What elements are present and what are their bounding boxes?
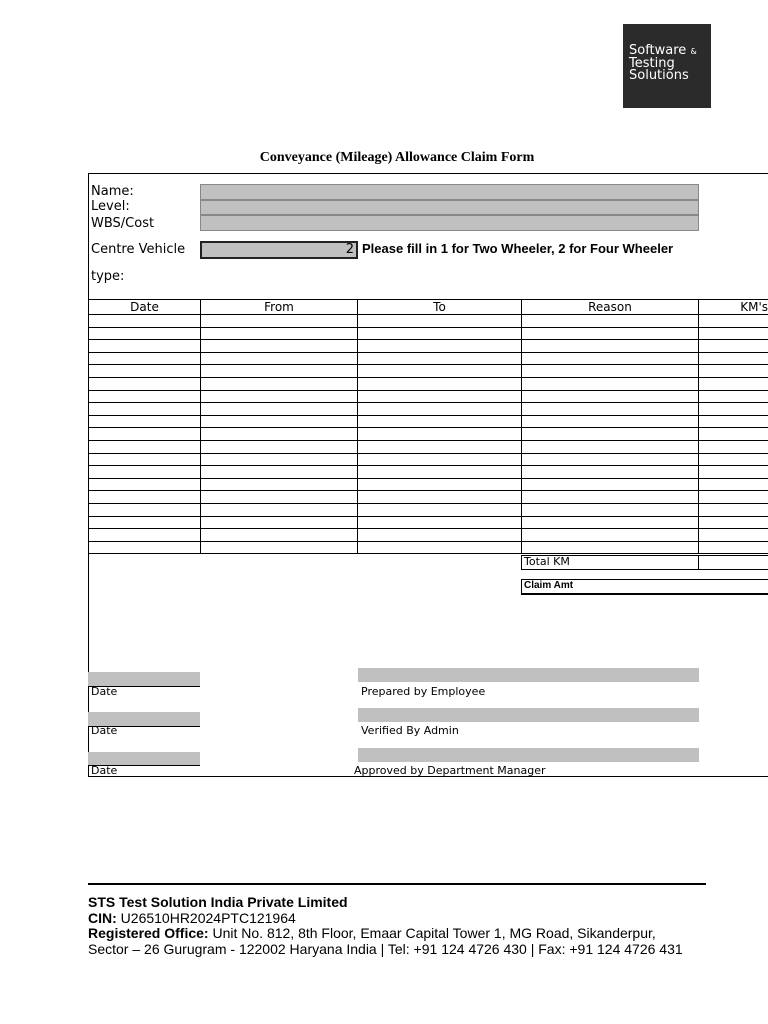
cell-to[interactable]	[358, 428, 522, 441]
cell-date[interactable]	[89, 453, 201, 466]
cell-kms[interactable]	[699, 466, 768, 479]
cell-kms[interactable]	[699, 428, 768, 441]
header-kms: KM's	[699, 300, 768, 315]
cell-to[interactable]	[358, 440, 522, 453]
table-row	[89, 415, 768, 428]
cell-kms[interactable]	[699, 453, 768, 466]
cell-from[interactable]	[201, 352, 358, 365]
date-field-1[interactable]	[88, 672, 200, 686]
cell-to[interactable]	[358, 516, 522, 529]
footer-divider	[88, 883, 706, 885]
cell-date[interactable]	[89, 529, 201, 542]
cell-from[interactable]	[201, 403, 358, 416]
footer-cin-label: CIN:	[88, 909, 117, 926]
table-row	[89, 403, 768, 416]
table-row	[89, 327, 768, 340]
total-km-value-cell[interactable]	[698, 556, 768, 569]
cell-to[interactable]	[358, 491, 522, 504]
cell-reason[interactable]	[522, 541, 699, 554]
cell-date[interactable]	[89, 491, 201, 504]
wbs-field[interactable]	[200, 215, 699, 231]
cell-from[interactable]	[201, 491, 358, 504]
cell-date[interactable]	[89, 440, 201, 453]
table-row	[89, 478, 768, 491]
cell-from[interactable]	[201, 516, 358, 529]
cell-from[interactable]	[201, 377, 358, 390]
cell-reason[interactable]	[522, 466, 699, 479]
cell-to[interactable]	[358, 340, 522, 353]
table-row	[89, 440, 768, 453]
cell-kms[interactable]	[699, 403, 768, 416]
table-row	[89, 377, 768, 390]
cell-reason[interactable]	[522, 327, 699, 340]
table-row	[89, 390, 768, 403]
table-row	[89, 340, 768, 353]
cell-date[interactable]	[89, 390, 201, 403]
cell-to[interactable]	[358, 365, 522, 378]
cell-kms[interactable]	[699, 315, 768, 328]
cell-to[interactable]	[358, 390, 522, 403]
cell-kms[interactable]	[699, 377, 768, 390]
cell-kms[interactable]	[699, 516, 768, 529]
level-field[interactable]	[200, 200, 699, 215]
footer-company-name: STS Test Solution India Private Limited	[88, 894, 348, 910]
cell-reason[interactable]	[522, 315, 699, 328]
cell-kms[interactable]	[699, 415, 768, 428]
cell-reason[interactable]	[522, 453, 699, 466]
mileage-table	[88, 299, 768, 554]
cell-reason[interactable]	[522, 365, 699, 378]
cell-reason[interactable]	[522, 377, 699, 390]
logo-line-3: Solutions	[629, 68, 689, 83]
cell-date[interactable]	[89, 466, 201, 479]
cell-to[interactable]	[358, 541, 522, 554]
cell-date[interactable]	[89, 365, 201, 378]
cell-date[interactable]	[89, 315, 201, 328]
cell-date[interactable]	[89, 377, 201, 390]
cell-kms[interactable]	[699, 503, 768, 516]
table-row	[89, 453, 768, 466]
company-logo	[623, 24, 711, 108]
cell-date[interactable]	[89, 428, 201, 441]
cell-from[interactable]	[201, 541, 358, 554]
cell-from[interactable]	[201, 440, 358, 453]
logo-line-1: Software	[629, 43, 687, 58]
cell-kms[interactable]	[699, 478, 768, 491]
vehicle-type-note: Please fill in 1 for Two Wheeler, 2 for Four Wheeler	[362, 241, 674, 256]
cell-reason[interactable]	[522, 529, 699, 542]
table-row	[89, 315, 768, 328]
cell-kms[interactable]	[699, 390, 768, 403]
cell-kms[interactable]	[699, 529, 768, 542]
table-row	[89, 466, 768, 479]
cell-from[interactable]	[201, 340, 358, 353]
cell-from[interactable]	[201, 529, 358, 542]
cell-date[interactable]	[89, 327, 201, 340]
employee-signature-field[interactable]	[358, 668, 699, 682]
form-title: Conveyance (Mileage) Allowance Claim Form	[259, 150, 535, 165]
cell-to[interactable]	[358, 478, 522, 491]
cell-from[interactable]	[201, 415, 358, 428]
name-label: Name:	[91, 184, 134, 199]
approved-by-manager-label: Approved by Department Manager	[354, 764, 546, 777]
name-field[interactable]	[200, 184, 699, 200]
header-to: To	[358, 300, 522, 315]
logo-ampersand: &	[690, 47, 697, 56]
cell-from[interactable]	[201, 315, 358, 328]
date-label-2: Date	[91, 724, 118, 737]
cell-to[interactable]	[358, 453, 522, 466]
cell-from[interactable]	[201, 478, 358, 491]
cell-to[interactable]	[358, 352, 522, 365]
header-reason: Reason	[522, 300, 699, 315]
cell-reason[interactable]	[522, 516, 699, 529]
cell-reason[interactable]	[522, 403, 699, 416]
cell-kms[interactable]	[699, 352, 768, 365]
cell-to[interactable]	[358, 466, 522, 479]
level-label: Level:	[91, 199, 130, 214]
cell-date[interactable]	[89, 352, 201, 365]
cell-reason[interactable]	[522, 415, 699, 428]
cell-from[interactable]	[201, 327, 358, 340]
table-row	[89, 516, 768, 529]
cell-date[interactable]	[89, 516, 201, 529]
table-row	[89, 491, 768, 504]
cell-kms[interactable]	[699, 365, 768, 378]
cell-to[interactable]	[358, 327, 522, 340]
cell-from[interactable]	[201, 390, 358, 403]
date-label-3: Date	[91, 764, 118, 777]
cell-reason[interactable]	[522, 390, 699, 403]
wbs-label: WBS/Cost	[91, 216, 155, 231]
cell-date[interactable]	[89, 415, 201, 428]
cell-to[interactable]	[358, 415, 522, 428]
cell-date[interactable]	[89, 541, 201, 554]
prepared-by-employee-label: Prepared by Employee	[361, 685, 486, 698]
cell-to[interactable]	[358, 403, 522, 416]
cell-from[interactable]	[201, 428, 358, 441]
header-from: From	[201, 300, 358, 315]
table-row	[89, 541, 768, 554]
header-date: Date	[89, 300, 201, 315]
cell-reason[interactable]	[522, 478, 699, 491]
total-km-row	[521, 555, 768, 570]
date-label-1: Date	[91, 685, 118, 698]
cell-kms[interactable]	[699, 340, 768, 353]
cell-from[interactable]	[201, 466, 358, 479]
table-row	[89, 428, 768, 441]
cell-kms[interactable]	[699, 440, 768, 453]
cell-reason[interactable]	[522, 440, 699, 453]
footer-office-label: Registered Office:	[88, 925, 209, 941]
verified-by-admin-label: Verified By Admin	[361, 724, 459, 737]
logo-line-2: Testing	[629, 56, 675, 71]
cell-kms[interactable]	[699, 541, 768, 554]
cell-to[interactable]	[358, 503, 522, 516]
cell-date[interactable]	[89, 478, 201, 491]
cell-kms[interactable]	[699, 327, 768, 340]
cell-date[interactable]	[89, 403, 201, 416]
footer-office	[88, 926, 768, 942]
cell-date[interactable]	[89, 503, 201, 516]
cell-reason[interactable]	[522, 340, 699, 353]
centre-vehicle-label: Centre Vehicle	[91, 242, 186, 257]
total-km-label: Total KM	[524, 555, 570, 568]
cell-reason[interactable]	[522, 428, 699, 441]
vehicle-type-field[interactable]: 2	[200, 241, 358, 259]
footer-office-line2: Sector – 26 Gurugram - 122002 Haryana India | Tel: +91 124 4726 430 | Fax: +91 124 4726 431	[88, 940, 683, 957]
manager-signature-field[interactable]	[358, 748, 699, 762]
table-row	[89, 529, 768, 542]
admin-signature-field[interactable]	[358, 708, 699, 722]
cell-to[interactable]	[358, 377, 522, 390]
cell-reason[interactable]	[522, 503, 699, 516]
table-row	[89, 352, 768, 365]
cell-date[interactable]	[89, 340, 201, 353]
cell-reason[interactable]	[522, 352, 699, 365]
cell-from[interactable]	[201, 453, 358, 466]
table-row	[89, 365, 768, 378]
claim-amount-label: Claim Amt	[524, 580, 574, 591]
cell-to[interactable]	[358, 529, 522, 542]
footer-cin	[88, 911, 768, 927]
table-body	[89, 315, 768, 554]
table-row	[89, 503, 768, 516]
cell-reason[interactable]	[522, 491, 699, 504]
type-label: type:	[91, 269, 125, 284]
footer-cin-value: U26510HR2024PTC121964	[120, 909, 296, 926]
footer-office-line1: Unit No. 812, 8th Floor, Emaar Capital Tower 1, MG Road, Sikanderpur,	[212, 925, 656, 941]
cell-from[interactable]	[201, 503, 358, 516]
cell-kms[interactable]	[699, 491, 768, 504]
cell-from[interactable]	[201, 365, 358, 378]
claim-amount-row	[521, 579, 768, 595]
cell-to[interactable]	[358, 315, 522, 328]
footer	[88, 895, 768, 957]
table-header-row	[89, 300, 768, 315]
